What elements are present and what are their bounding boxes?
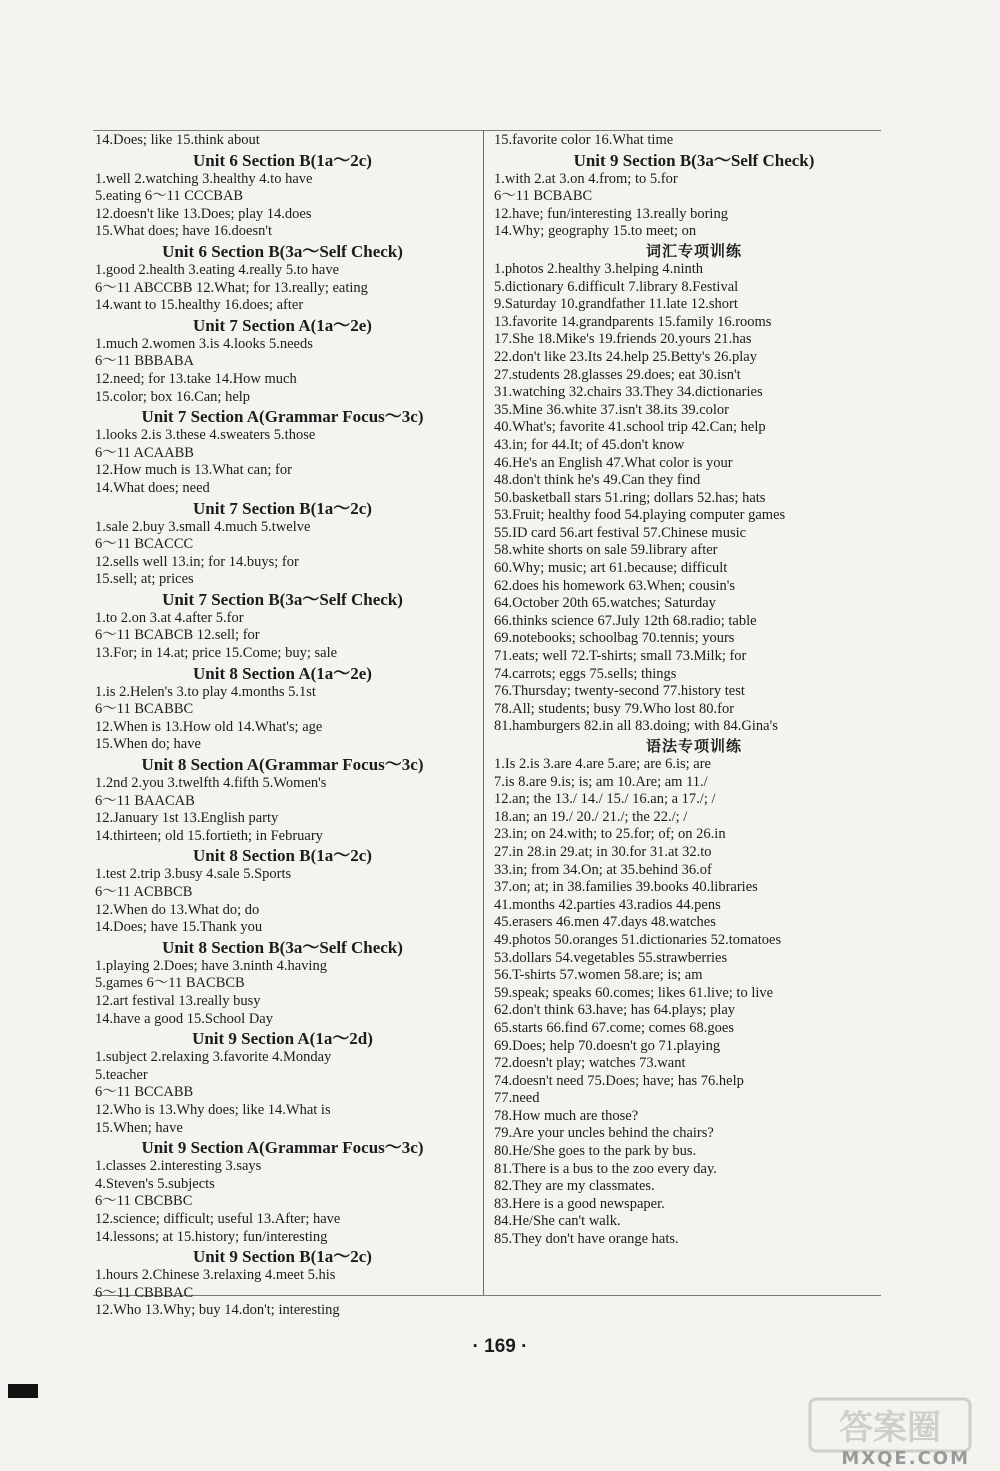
answer-line: 14.What does; need	[95, 479, 210, 496]
answer-line: 50.basketball stars 51.ring; dollars 52.has; hats	[494, 489, 766, 506]
answer-line: 12.How much is 13.What can; for	[95, 462, 292, 479]
answer-line: 23.in; on 24.with; to 25.for; of; on 26.in	[494, 826, 726, 843]
section-heading: Unit 9 Section B(3a～Self Check)	[573, 150, 815, 170]
answer-line: 6～11 BCABBC	[95, 701, 194, 718]
section-heading: Unit 8 Section B(1a～2c)	[193, 846, 372, 866]
answer-line: 12.an; the 13./ 14./ 15./ 16.an; a 17./; /	[494, 791, 716, 808]
answer-line: 53.dollars 54.vegetables 55.strawberries	[494, 949, 728, 966]
answer-line: 78.All; students; busy 79.Who lost 80.for	[494, 700, 735, 717]
answer-line: 62.does his homework 63.When; cousin's	[494, 577, 736, 594]
answer-line: 5.games 6～11 BACBCB	[95, 975, 245, 992]
answer-line: 80.He/She goes to the park by bus.	[494, 1143, 697, 1160]
answer-line: 1.sale 2.buy 3.small 4.much 5.twelve	[95, 518, 311, 535]
answer-line: 62.don't think 63.have; has 64.plays; play	[494, 1002, 736, 1019]
answer-line: 6～11 CBCBBC	[95, 1193, 193, 1210]
answer-line: 12.sells well 13.in; for 14.buys; for	[95, 553, 299, 570]
answer-line: 64.October 20th 65.watches; Saturday	[494, 595, 716, 612]
answer-line: 6～11 BCACCC	[95, 536, 194, 553]
answer-line: 43.in; for 44.It; of 45.don't know	[494, 436, 685, 453]
answer-line: 1.looks 2.is 3.these 4.sweaters 5.those	[95, 427, 316, 444]
answer-line: 1.to 2.on 3.at 4.after 5.for	[95, 609, 244, 626]
section-heading: Unit 9 Section B(1a～2c)	[193, 1247, 372, 1267]
section-heading: Unit 7 Section B(1a～2c)	[193, 498, 372, 518]
answer-line: 14.thirteen; old 15.fortieth; in February	[95, 827, 323, 844]
answer-line: 59.speak; speaks 60.comes; likes 61.live; to live	[494, 984, 774, 1001]
answer-line: 1.playing 2.Does; have 3.ninth 4.having	[95, 957, 327, 974]
right-answer-column	[494, 132, 894, 1249]
answer-line: 15.What does; have 16.doesn't	[95, 223, 272, 240]
answer-line: 71.eats; well 72.T-shirts; small 73.Milk; for	[494, 648, 747, 665]
watermark-text: MXQE.COM	[841, 1448, 970, 1469]
answer-line: 1.hours 2.Chinese 3.relaxing 4.meet 5.his	[95, 1267, 336, 1284]
answer-line: 22.don't like 23.Its 24.help 25.Betty's 26.play	[494, 348, 757, 365]
answer-line: 5.eating 6～11 CCCBAB	[95, 188, 244, 205]
column-divider	[483, 130, 484, 1295]
watermark-logo-text: 答案圈	[839, 1408, 941, 1448]
answer-line: 17.She 18.Mike's 19.friends 20.yours 21.has	[494, 331, 752, 348]
section-heading: Unit 8 Section A(1a～2e)	[193, 663, 372, 683]
answer-line: 1.good 2.health 3.eating 4.really 5.to have	[95, 261, 340, 278]
answer-line: 12.science; difficult; useful 13.After; have	[95, 1210, 341, 1227]
answer-line: 1.with 2.at 3.on 4.from; to 5.for	[494, 170, 678, 187]
left-answer-column	[95, 132, 470, 1320]
answer-line: 77.need	[494, 1090, 540, 1107]
answer-line: 83.Here is a good newspaper.	[494, 1195, 665, 1212]
section-heading: 词汇专项训练	[645, 241, 742, 260]
answer-line: 14.Why; geography 15.to meet; on	[494, 223, 697, 240]
answer-line: 12.When is 13.How old 14.What's; age	[95, 718, 323, 735]
answer-line: 6～11 BBBABA	[95, 353, 194, 370]
black-mark	[8, 1384, 38, 1398]
answer-line: 12.Who 13.Why; buy 14.don't; interesting	[95, 1302, 340, 1319]
section-heading: Unit 8 Section B(3a～Self Check)	[162, 937, 403, 957]
answer-line: 60.Why; music; art 61.because; difficult	[494, 560, 728, 577]
answer-line: 13.favorite 14.grandparents 15.family 16.rooms	[494, 313, 772, 330]
answer-line: 58.white shorts on sale 59.library after	[494, 542, 718, 559]
answer-line: 76.Thursday; twenty-second 77.history test	[494, 683, 745, 700]
answer-line: 7.is 8.are 9.is; is; am 10.Are; am 11./	[494, 773, 708, 790]
answer-line: 6～11 BCABCB 12.sell; for	[95, 627, 260, 644]
answer-line: 15.When; have	[95, 1119, 183, 1136]
answer-line: 48.don't think he's 49.Can they find	[494, 472, 701, 489]
answer-line: 82.They are my classmates.	[494, 1178, 655, 1195]
answer-line: 72.doesn't play; watches 73.want	[494, 1055, 686, 1072]
answer-line: 4.Steven's 5.subjects	[95, 1175, 215, 1192]
answer-line: 65.starts 66.find 67.come; comes 68.goes	[494, 1019, 735, 1036]
answer-line: 1.is 2.Helen's 3.to play 4.months 5.1st	[95, 683, 316, 700]
top-rule	[93, 130, 881, 131]
answer-line: 1.Is 2.is 3.are 4.are 5.are; are 6.is; are	[494, 756, 711, 772]
answer-line: 1.test 2.trip 3.busy 4.sale 5.Sports	[95, 866, 292, 883]
answer-line: 14.want to 15.healthy 16.does; after	[95, 297, 304, 314]
answer-line: 37.on; at; in 38.families 39.books 40.libraries	[494, 879, 758, 896]
answer-line: 12.Who is 13.Why does; like 14.What is	[95, 1101, 331, 1118]
answer-line: 1.2nd 2.you 3.twelfth 4.fifth 5.Women's	[95, 775, 327, 792]
answer-line: 15.When do; have	[95, 736, 201, 753]
answer-line: 14.Does; like 15.think about	[95, 132, 260, 148]
answer-line: 6～11 CBBBAC	[95, 1284, 194, 1301]
answer-line: 6～11 ACBBCB	[95, 884, 193, 900]
answer-line: 9.Saturday 10.grandfather 11.late 12.short	[494, 296, 738, 313]
answer-line: 45.erasers 46.men 47.days 48.watches	[494, 914, 716, 931]
answer-line: 15.color; box 16.Can; help	[95, 388, 251, 405]
answer-line: 14.Does; have 15.Thank you	[95, 919, 263, 936]
answer-line: 74.carrots; eggs 75.sells; things	[494, 665, 677, 682]
answer-line: 49.photos 50.oranges 51.dictionaries 52.tomatoes	[494, 931, 782, 948]
answer-line: 78.How much are those?	[494, 1107, 639, 1124]
answer-line: 5.teacher	[95, 1066, 148, 1083]
answer-line: 35.Mine 36.white 37.isn't 38.its 39.color	[494, 401, 730, 418]
section-heading: Unit 9 Section A(1a～2d)	[192, 1029, 373, 1049]
section-heading: Unit 6 Section B(1a～2c)	[193, 150, 372, 170]
answer-line: 1.much 2.women 3.is 4.looks 5.needs	[95, 335, 313, 352]
answer-line: 84.He/She can't walk.	[494, 1213, 621, 1230]
answer-line: 81.hamburgers 82.in all 83.doing; with 84.Gina's	[494, 718, 778, 735]
answer-line: 1.classes 2.interesting 3.says	[95, 1158, 262, 1175]
answer-line: 40.What's; favorite 41.school trip 42.Can; help	[494, 419, 766, 436]
answer-line: 6～11 BCCABB	[95, 1084, 194, 1101]
answer-line: 15.sell; at; prices	[95, 571, 194, 588]
answer-line: 33.in; from 34.On; at 35.behind 36.of	[494, 861, 712, 878]
answer-line: 66.thinks science 67.July 12th 68.radio; table	[494, 612, 757, 629]
answer-line: 1.subject 2.relaxing 3.favorite 4.Monday	[95, 1049, 332, 1066]
answer-line: 5.dictionary 6.difficult 7.library 8.Festival	[494, 278, 739, 295]
answer-line: 53.Fruit; healthy food 54.playing computer games	[494, 507, 786, 524]
answer-line: 12.doesn't like 13.Does; play 14.does	[95, 205, 312, 222]
answer-line: 69.Does; help 70.doesn't go 71.playing	[494, 1037, 721, 1054]
answer-line: 6～11 BAACAB	[95, 792, 195, 809]
answer-line: 12.art festival 13.really busy	[95, 992, 261, 1009]
answer-line: 55.ID card 56.art festival 57.Chinese music	[494, 524, 747, 541]
section-heading: 语法专项训练	[645, 737, 742, 755]
section-heading: Unit 7 Section A(1a～2e)	[193, 315, 372, 335]
answer-line: 14.have a good 15.School Day	[95, 1010, 273, 1027]
answer-line: 12.have; fun/interesting 13.really boring	[494, 205, 728, 222]
answer-line: 1.photos 2.healthy 3.helping 4.ninth	[494, 260, 704, 277]
answer-line: 69.notebooks; schoolbag 70.tennis; yours	[494, 630, 735, 647]
answer-line: 79.Are your uncles behind the chairs?	[494, 1125, 714, 1142]
answer-line: 6～11 BCBABC	[494, 188, 593, 205]
section-heading: Unit 9 Section A(Grammar Focus～3c)	[141, 1138, 424, 1158]
page-number: · 169 ·	[472, 1336, 528, 1357]
section-heading: Unit 8 Section A(Grammar Focus～3c)	[141, 755, 424, 775]
answer-line: 1.well 2.watching 3.healthy 4.to have	[95, 170, 313, 187]
answer-line: 74.doesn't need 75.Does; have; has 76.help	[494, 1072, 744, 1089]
answer-line: 27.in 28.in 29.at; in 30.for 31.at 32.to	[494, 843, 712, 860]
answer-line: 6～11 ACAABB	[95, 444, 194, 461]
answer-line: 81.There is a bus to the zoo every day.	[494, 1160, 717, 1177]
answer-line: 31.watching 32.chairs 33.They 34.dictionaries	[494, 384, 763, 401]
answer-line: 12.January 1st 13.English party	[95, 810, 279, 827]
answer-line: 15.favorite color 16.What time	[494, 132, 674, 148]
answer-line: 14.lessons; at 15.history; fun/interesting	[95, 1228, 328, 1245]
answer-line: 85.They don't have orange hats.	[494, 1231, 679, 1248]
answer-line: 27.students 28.glasses 29.does; eat 30.isn't	[494, 366, 741, 383]
section-heading: Unit 7 Section A(Grammar Focus～3c)	[141, 407, 424, 427]
section-heading: Unit 7 Section B(3a～Self Check)	[162, 589, 403, 609]
answer-line: 12.need; for 13.take 14.How much	[95, 370, 297, 387]
answer-line: 12.When do 13.What do; do	[95, 901, 260, 918]
section-heading: Unit 6 Section B(3a～Self Check)	[162, 241, 403, 261]
answer-line: 18.an; an 19./ 20./ 21./; the 22./; /	[494, 808, 688, 825]
answer-line: 46.He's an English 47.What color is your	[494, 454, 733, 471]
answer-line: 13.For; in 14.at; price 15.Come; buy; sale	[95, 645, 338, 662]
answer-line: 6～11 ABCCBB 12.What; for 13.really; eating	[95, 279, 368, 296]
answer-line: 41.months 42.parties 43.radios 44.pens	[494, 896, 721, 913]
answer-line: 56.T-shirts 57.women 58.are; is; am	[494, 967, 703, 984]
